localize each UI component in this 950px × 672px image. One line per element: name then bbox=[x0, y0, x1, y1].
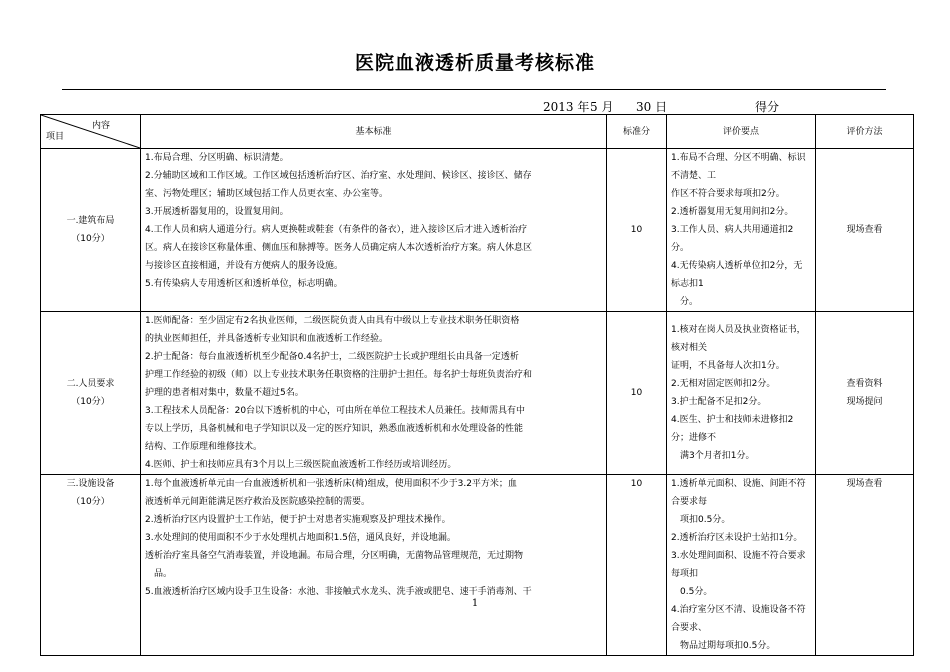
standard-line: 2.分辅助区域和工作区域。工作区域包括透析治疗区、治疗室、水处理间、候诊区、接诊区、储存 bbox=[145, 171, 532, 181]
header-basic-standard: 基本标准 bbox=[141, 115, 607, 149]
page-number: 1 bbox=[471, 598, 479, 609]
evaluation-line: 0.5分。 bbox=[680, 587, 713, 597]
item-cell bbox=[41, 149, 141, 312]
document-title: 医院血液透析质量考核标准 bbox=[354, 52, 595, 74]
header-item: 项目 bbox=[46, 132, 65, 142]
item-cell bbox=[41, 312, 141, 475]
standard-line: 3.开展透析器复用的，设置复用间。 bbox=[145, 207, 289, 217]
header-standard-score: 标准分 bbox=[607, 115, 667, 149]
table-row bbox=[41, 149, 914, 312]
method-line: 查看资料 bbox=[846, 379, 883, 389]
standard-line: 2.护士配备：每台血液透析机至少配备0.4名护士，二级医院护士长或护理组长由具备一定透析 bbox=[145, 352, 519, 362]
evaluation-cell bbox=[667, 475, 816, 656]
item-score: （10分） bbox=[71, 234, 110, 244]
date-day: 30 日 bbox=[636, 100, 668, 114]
standard-line: 区。病人在接诊区称量体重、侧血压和脉搏等。医务人员确定病人本次透析治疗方案。病人休息区 bbox=[145, 243, 533, 253]
standard-line: 透析治疗室具备空气消毒装置，并设地漏。布局合理，分区明确，无菌物品管理规范，无过期物 bbox=[145, 551, 524, 561]
item-score: （10分） bbox=[71, 497, 110, 507]
evaluation-line: 1.核对在岗人员及执业资格证书，核对相关 bbox=[671, 325, 806, 353]
evaluation-line: 物品过期每项扣0.5分。 bbox=[680, 641, 776, 651]
table-header-row bbox=[41, 115, 914, 149]
standard-line: 室、污物处理区；辅助区域包括工作人员更衣室、办公室等。 bbox=[145, 189, 389, 199]
header-content: 内容 bbox=[91, 121, 110, 131]
evaluation-line: 1.布局不合理、分区不明确、标识不清楚、工 bbox=[671, 153, 806, 181]
evaluation-line: 2.透析器复用无复用间扣2分。 bbox=[671, 207, 794, 217]
evaluation-cell bbox=[667, 312, 816, 475]
standard-line: 液透析单元间距能满足医疗救治及医院感染控制的需要。 bbox=[145, 497, 371, 507]
item-score: （10分） bbox=[71, 397, 110, 407]
standard-line: 结构、工作原理和维修技术。 bbox=[145, 442, 263, 452]
method-cell bbox=[816, 312, 914, 475]
standard-line: 1.布局合理、分区明确、标识清楚。 bbox=[145, 153, 289, 163]
evaluation-line: 2.透析治疗区未设护士站扣1分。 bbox=[671, 533, 803, 543]
evaluation-line: 分。 bbox=[680, 297, 699, 307]
standard-line: 5.血液透析治疗区域内设手卫生设备：水池、非接触式水龙头、洗手液或肥皂、速干手消毒剂、干 bbox=[145, 587, 532, 597]
standard-line: 2.透析治疗区内设置护士工作站，便于护士对患者实施观察及护理技术操作。 bbox=[145, 515, 451, 525]
standard-line: 3.水处理间的使用面积不少于水处理机占地面积1.5倍，通风良好，并设地漏。 bbox=[145, 533, 456, 543]
header-evaluation-method: 评价方法 bbox=[816, 115, 914, 149]
evaluation-line: 2.无相对固定医师扣2分。 bbox=[671, 379, 776, 389]
standard-line: 品。 bbox=[154, 569, 173, 579]
date-line bbox=[0, 98, 950, 114]
standard-line: 4.医师、护士和技师应具有3个月以上三级医院血液透析工作经历或培训经历。 bbox=[145, 460, 457, 470]
evaluation-cell bbox=[667, 149, 816, 312]
method-cell bbox=[816, 475, 914, 656]
standard-line: 护理工作经验的初级（师）以上专业技术职务任职资格的注册护士担任。每名护士每班负责治疗和 bbox=[145, 370, 533, 380]
evaluation-line: 4.医生、护士和技师未进修扣2分；进修不 bbox=[671, 415, 794, 443]
date-month: 5 月 bbox=[590, 100, 614, 114]
date-year: 2013 年 bbox=[543, 100, 590, 114]
score-cell: 10 bbox=[607, 149, 667, 312]
score-label: 得分 bbox=[755, 100, 780, 114]
evaluation-line: 4.无传染病人透析单位扣2分，无标志扣1 bbox=[671, 261, 803, 289]
evaluation-line: 证明，不具备每人次扣1分。 bbox=[671, 361, 785, 371]
method-line: 现场查看 bbox=[846, 479, 883, 489]
evaluation-line: 1.透析单元面积、设施、间距不符合要求每 bbox=[671, 479, 806, 507]
evaluation-line: 3.水处理间面积、设施不符合要求每项扣 bbox=[671, 551, 806, 579]
standard-cell bbox=[141, 312, 607, 475]
standard-line: 4.工作人员和病人通道分行。病人更换鞋或鞋套（有条件的备衣），进入接诊区后才进入透析治疗 bbox=[145, 225, 528, 235]
item-name: 二.人员要求 bbox=[66, 379, 115, 389]
standard-line: 与接诊区直接相通，并设有方便病人的服务设施。 bbox=[145, 261, 344, 271]
evaluation-line: 项扣0.5分。 bbox=[680, 515, 731, 525]
standard-line: 的执业医师担任，并具备透析专业知识和血液透析工作经验。 bbox=[145, 334, 389, 344]
table-row bbox=[41, 312, 914, 475]
standard-cell bbox=[141, 475, 607, 656]
item-name: 三.设施设备 bbox=[66, 479, 115, 489]
standard-line: 3.工程技术人员配备：20台以下透析机的中心，可由所在单位工程技术人员兼任。技师需具有中 bbox=[145, 406, 526, 416]
standard-line: 专以上学历，具备机械和电子学知识以及一定的医疗知识，熟悉血液透析机和水处理设备的性能 bbox=[145, 424, 524, 434]
method-line: 现场查看 bbox=[846, 225, 883, 235]
title-rule bbox=[62, 89, 886, 90]
standard-line: 护理的患者相对集中，数量不超过5名。 bbox=[145, 388, 304, 398]
item-name: 一.建筑布局 bbox=[66, 216, 115, 226]
standard-line: 5.有传染病人专用透析区和透析单位，标志明确。 bbox=[145, 279, 343, 289]
standard-line: 1.每个血液透析单元由一台血液透析机和一张透析床(椅)组成，使用面积不少于3.2平方米；血 bbox=[145, 479, 517, 489]
assessment-table bbox=[40, 114, 914, 656]
header-diagonal-cell bbox=[41, 115, 141, 149]
method-line: 现场提问 bbox=[846, 397, 883, 407]
header-evaluation-points: 评价要点 bbox=[667, 115, 816, 149]
evaluation-line: 满3个月者扣1分。 bbox=[680, 451, 755, 461]
score-cell: 10 bbox=[607, 312, 667, 475]
item-cell bbox=[41, 475, 141, 656]
evaluation-line: 3.护士配备不足扣2分。 bbox=[671, 397, 767, 407]
method-cell bbox=[816, 149, 914, 312]
evaluation-line: 3.工作人员、病人共用通道扣2分。 bbox=[671, 225, 794, 253]
evaluation-line: 4.治疗室分区不清、设施设备不符合要求、 bbox=[671, 605, 806, 633]
standard-line: 1.医师配备：至少固定有2名执业医师，二级医院负责人由具有中级以上专业技术职务任职资格 bbox=[145, 316, 520, 326]
evaluation-line: 作区不符合要求每项扣2分。 bbox=[671, 189, 785, 199]
table-row bbox=[41, 475, 914, 656]
score-cell: 10 bbox=[607, 475, 667, 656]
standard-cell bbox=[141, 149, 607, 312]
